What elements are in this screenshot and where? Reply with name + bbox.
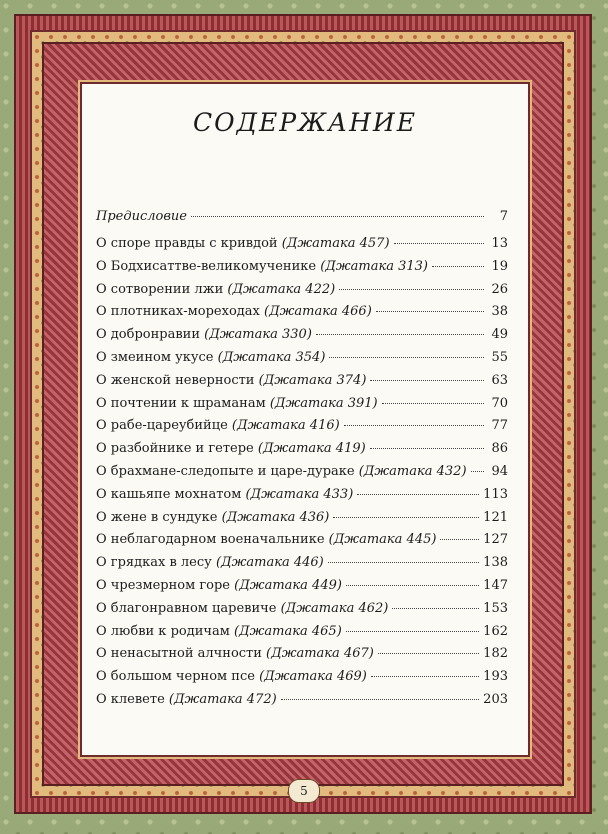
toc-entry[interactable]	[96, 347, 508, 370]
toc-entry[interactable]	[96, 370, 508, 393]
toc-entry-title	[96, 507, 329, 530]
toc-entry[interactable]	[96, 484, 508, 507]
toc-entry-title	[96, 598, 388, 621]
toc-entry-label: О добронравии	[96, 327, 200, 343]
toc-entry-jataka: (Джатака 449)	[234, 577, 342, 593]
dot-leader	[191, 216, 484, 217]
toc-entry-title	[96, 666, 367, 689]
toc-entry-title	[96, 461, 467, 484]
toc-entry-page: 113	[483, 486, 508, 502]
page-number: 5	[288, 779, 320, 803]
toc-entry[interactable]	[96, 575, 508, 598]
toc-entry-label: О благонравном царевиче	[96, 600, 277, 616]
dot-leader	[440, 539, 479, 540]
toc-entry[interactable]	[96, 233, 508, 256]
toc-entry-page: 55	[491, 349, 508, 365]
toc-entry-jataka: (Джатака 465)	[233, 623, 342, 639]
toc-entry-label: О неблагодарном военачальнике	[96, 532, 325, 548]
dot-leader	[344, 425, 484, 426]
dot-leader	[346, 585, 479, 586]
toc-entry-label: О чрезмерном горе	[96, 577, 231, 593]
toc-entry-page: 182	[483, 646, 508, 662]
toc-entry[interactable]	[96, 666, 508, 689]
toc-entry-page: 77	[491, 418, 508, 434]
toc-entry-title	[96, 621, 342, 644]
toc-entry-label: О большом черном псе	[96, 669, 255, 685]
dot-leader	[281, 699, 479, 700]
toc-entry-jataka: (Джатака 469)	[259, 669, 367, 685]
toc-entry-label: О кашьяпе мохнатом	[96, 486, 242, 502]
dot-leader	[371, 676, 479, 677]
toc-entry-label: О грядках в лесу	[96, 555, 212, 571]
toc-entry-title	[96, 689, 277, 712]
toc-entry-page: 63	[491, 372, 508, 388]
dot-leader	[392, 608, 479, 609]
toc-entry-title	[96, 279, 335, 302]
toc-entry-page: 193	[483, 669, 508, 685]
toc-entry-page: 127	[483, 532, 508, 548]
toc-entry-jataka: (Джатака 330)	[204, 327, 312, 343]
toc-entry-page: 70	[491, 395, 508, 411]
toc-entry-jataka: (Джатака 467)	[266, 646, 374, 662]
toc-entry-page: 7	[499, 209, 508, 224]
toc-entry-label: О плотниках-мореходах	[96, 304, 260, 320]
toc-entry-title	[96, 529, 436, 552]
toc-entry-page: 153	[483, 600, 508, 616]
toc-entry[interactable]	[96, 204, 508, 230]
toc-entry-title	[96, 256, 428, 279]
toc-entry-label: О почтении к шраманам	[96, 395, 266, 411]
dot-leader	[382, 403, 484, 404]
toc-entry-page: 203	[483, 691, 508, 707]
toc-entry-page: 121	[483, 509, 508, 525]
toc-entry-page: 162	[483, 623, 508, 639]
toc-entry[interactable]	[96, 438, 508, 461]
toc-entry-jataka: (Джатака 436)	[221, 509, 330, 525]
toc-entry-label: О Бодхисаттве-великомученике	[96, 258, 317, 274]
dot-leader	[339, 289, 484, 290]
toc-entry[interactable]	[96, 507, 508, 530]
toc-entry-page: 49	[491, 327, 508, 343]
toc-entry-page: 19	[491, 258, 508, 274]
toc-entry[interactable]	[96, 301, 508, 324]
toc-entry[interactable]	[96, 415, 508, 438]
toc-entry-title	[96, 204, 187, 230]
toc-entry-page: 138	[483, 555, 508, 571]
toc-entry-title	[96, 370, 366, 393]
dot-leader	[316, 334, 484, 335]
toc-entry-label: О клевете	[96, 691, 165, 707]
toc-entry-title	[96, 301, 372, 324]
toc-entry-label: О женской неверности	[96, 372, 255, 388]
toc-entry-title	[96, 438, 366, 461]
toc-entry[interactable]	[96, 689, 508, 712]
toc-entry-jataka: (Джатака 422)	[227, 281, 336, 297]
toc-entry[interactable]	[96, 529, 508, 552]
toc-entry[interactable]	[96, 324, 508, 347]
toc-entry-title	[96, 347, 325, 370]
toc-entry-label: О споре правды с кривдой	[96, 236, 278, 251]
toc-entry-jataka: (Джатака 391)	[269, 395, 378, 411]
toc-entry-page: 26	[491, 281, 508, 297]
toc-entry-jataka: (Джатака 466)	[264, 304, 372, 320]
toc-entry-jataka: (Джатака 472)	[168, 691, 277, 707]
toc-entry-title	[96, 484, 353, 507]
toc-entry-label: О рабе-цареубийце	[96, 418, 228, 434]
page-title: СОДЕРЖАНИЕ	[193, 108, 417, 137]
toc-entry-page: 147	[483, 577, 508, 593]
toc-entry-label: О ненасытной алчности	[96, 646, 262, 662]
toc-entry-jataka: (Джатака 419)	[257, 441, 366, 457]
toc-entry-title	[96, 324, 312, 347]
toc-entry-page: 13	[491, 236, 508, 251]
toc-entry-jataka: (Джатака 462)	[280, 600, 389, 616]
toc-entry[interactable]	[96, 598, 508, 621]
dot-leader	[378, 653, 479, 654]
toc-entry-jataka: (Джатака 457)	[281, 236, 390, 251]
toc-entry-jataka: (Джатака 446)	[215, 555, 324, 571]
toc-entry[interactable]	[96, 279, 508, 302]
toc-entry-jataka: (Джатака 445)	[328, 532, 437, 548]
toc-entry-jataka: (Джатака 374)	[258, 372, 367, 388]
toc-entry-page: 38	[491, 304, 508, 320]
dot-leader	[394, 243, 484, 244]
dot-leader	[471, 471, 484, 472]
toc-entry-jataka: (Джатака 354)	[217, 349, 326, 365]
toc-entry-title	[96, 643, 374, 666]
toc-entry-label: О разбойнике и гетере	[96, 441, 254, 457]
dot-leader	[329, 357, 484, 358]
toc-entry[interactable]	[96, 461, 508, 484]
dot-leader	[333, 517, 479, 518]
toc-entry-page: 86	[491, 441, 508, 457]
toc-entry-label: О сотворении лжи	[96, 281, 224, 297]
toc-entry[interactable]	[96, 256, 508, 279]
toc-entry-title	[96, 415, 340, 438]
toc-entry-jataka: (Джатака 313)	[320, 258, 428, 274]
toc-entry-title	[96, 393, 378, 416]
toc-entry-label: О змеином укусе	[96, 349, 214, 365]
toc-entry[interactable]	[96, 621, 508, 644]
toc-entry-title	[96, 575, 342, 598]
toc-entry-jataka: (Джатака 433)	[245, 486, 354, 502]
toc-entry[interactable]	[96, 393, 508, 416]
toc-entry-jataka: (Джатака 416)	[231, 418, 340, 434]
dot-leader	[370, 380, 484, 381]
toc-entry-label: О брахмане-следопыте и царе-дураке	[96, 463, 355, 479]
contents-page	[82, 84, 528, 755]
dot-leader	[357, 494, 479, 495]
table-of-contents	[96, 204, 508, 712]
toc-entry-label: О жене в сундуке	[96, 509, 218, 525]
toc-entry-page: 94	[491, 463, 508, 479]
toc-entry[interactable]	[96, 552, 508, 575]
toc-entry-label: О любви к родичам	[96, 623, 230, 639]
toc-entry[interactable]	[96, 643, 508, 666]
toc-entry-title	[96, 233, 390, 256]
dot-leader	[376, 311, 484, 312]
dot-leader	[328, 562, 479, 563]
dot-leader	[346, 631, 479, 632]
dot-leader	[370, 448, 484, 449]
toc-entry-label: Предисловие	[96, 209, 187, 224]
dot-leader	[432, 266, 484, 267]
toc-entry-title	[96, 552, 324, 575]
toc-entry-jataka: (Джатака 432)	[358, 463, 467, 479]
